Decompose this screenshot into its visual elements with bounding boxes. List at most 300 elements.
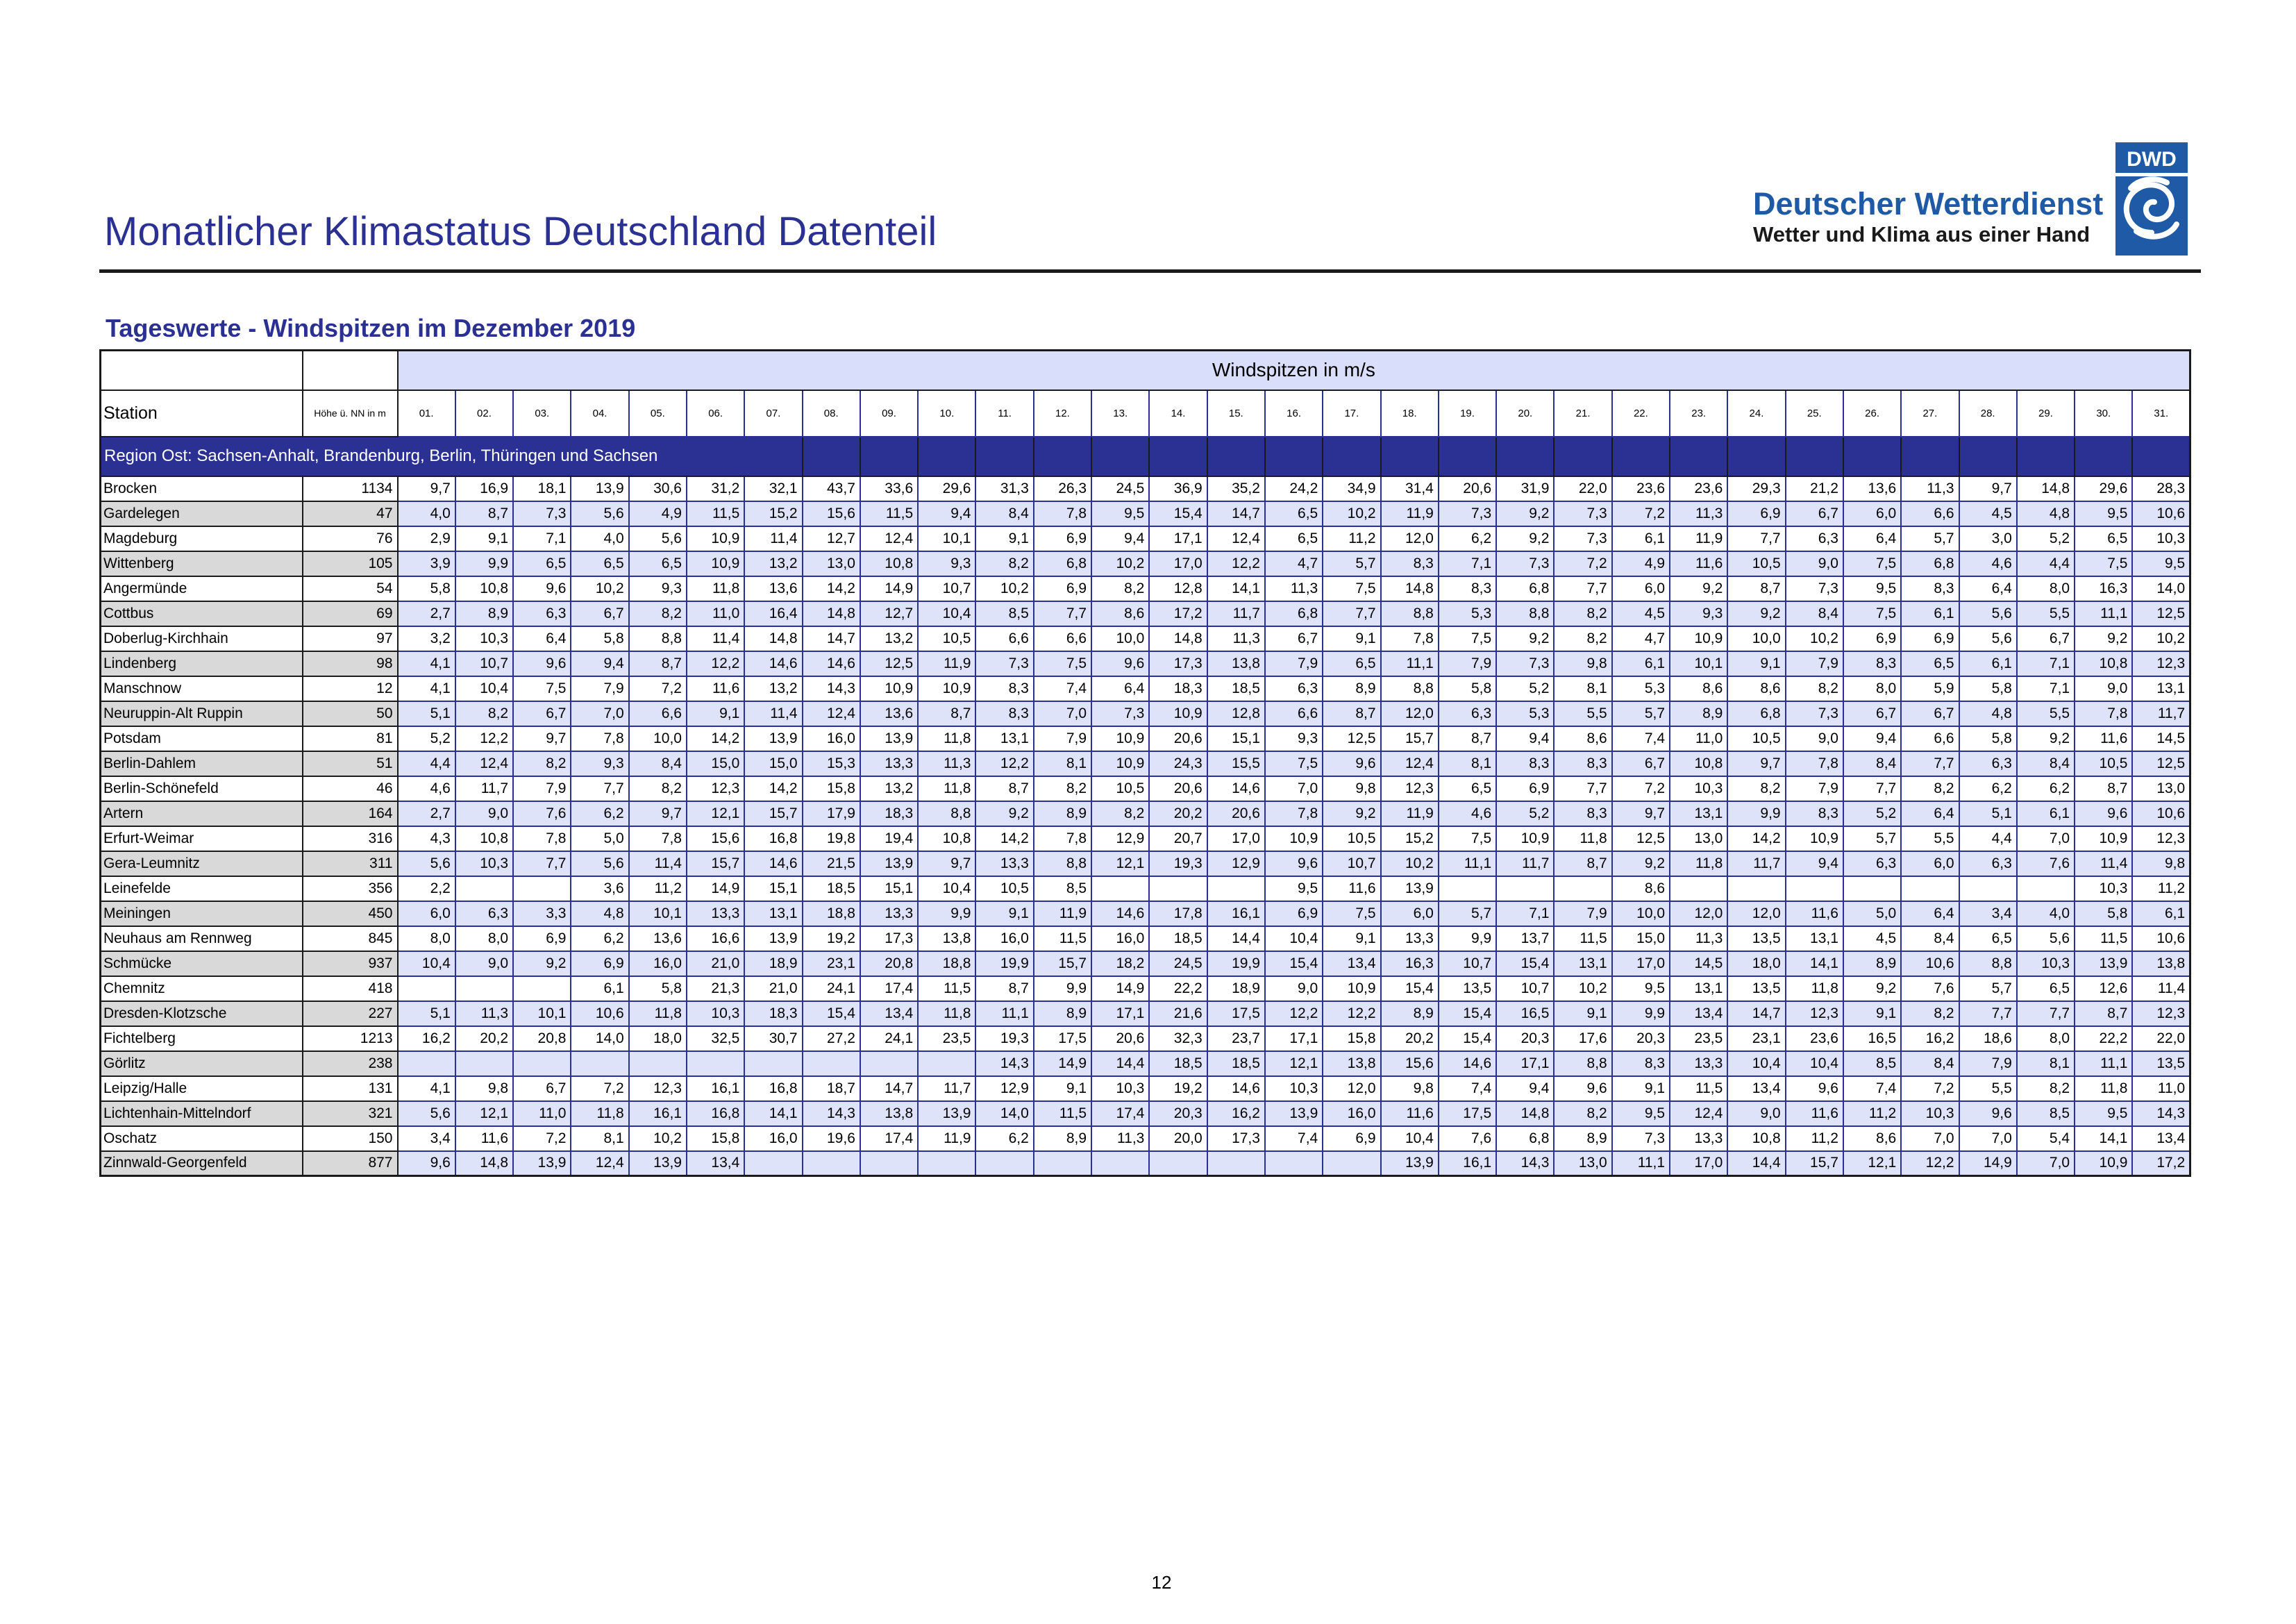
- wind-gust-value: 13,4: [2132, 1126, 2190, 1151]
- wind-gust-value: [1843, 876, 1901, 901]
- wind-gust-value: 6,4: [513, 626, 571, 651]
- table-row: [101, 726, 2190, 751]
- wind-gust-value: 14,2: [803, 576, 860, 601]
- wind-gust-value: 8,8: [1381, 676, 1439, 701]
- station-name: Magdeburg: [101, 526, 303, 551]
- wind-gust-value: 31,9: [1496, 476, 1554, 501]
- wind-gust-value: 19,6: [803, 1126, 860, 1151]
- wind-gust-value: 9,2: [2075, 626, 2132, 651]
- wind-gust-value: 10,9: [2075, 1151, 2132, 1176]
- wind-gust-value: 9,8: [1323, 776, 1380, 801]
- wind-gust-value: 20,3: [1149, 1101, 1207, 1126]
- wind-gust-value: 31,3: [975, 476, 1033, 501]
- wind-gust-value: 24,1: [803, 976, 860, 1001]
- wind-gust-value: 6,8: [1496, 1126, 1554, 1151]
- wind-gust-value: 7,8: [1034, 501, 1091, 526]
- wind-gust-value: 12,1: [1265, 1051, 1323, 1076]
- wind-gust-value: 23,7: [1207, 1026, 1265, 1051]
- wind-gust-value: 10,9: [2075, 826, 2132, 851]
- wind-gust-value: 9,2: [1323, 801, 1380, 826]
- wind-gust-value: 10,0: [1612, 901, 1670, 926]
- wind-gust-value: 20,3: [1612, 1026, 1670, 1051]
- wind-gust-value: 11,7: [1727, 851, 1785, 876]
- wind-gust-value: 15,0: [744, 751, 802, 776]
- wind-gust-value: 9,6: [513, 651, 571, 676]
- wind-gust-value: 4,7: [1612, 626, 1670, 651]
- wind-gust-value: 10,3: [1670, 776, 1727, 801]
- wind-gust-value: 8,9: [455, 601, 513, 626]
- wind-gust-value: 5,7: [1612, 701, 1670, 726]
- wind-gust-value: 8,6: [1091, 601, 1149, 626]
- wind-gust-value: 8,7: [1439, 726, 1496, 751]
- wind-gust-value: 10,2: [629, 1126, 687, 1151]
- wind-gust-value: 13,1: [2132, 676, 2190, 701]
- wind-gust-value: 8,7: [975, 976, 1033, 1001]
- wind-gust-value: 12,4: [860, 526, 918, 551]
- wind-gust-value: 14,9: [1959, 1151, 2017, 1176]
- wind-gust-value: 9,1: [1612, 1076, 1670, 1101]
- wind-gust-value: 17,1: [1149, 526, 1207, 551]
- wind-gust-value: 6,7: [1786, 501, 1843, 526]
- region-cell: [1207, 437, 1265, 476]
- wind-gust-value: 6,7: [513, 701, 571, 726]
- wind-gust-value: 8,2: [1727, 776, 1785, 801]
- wind-gust-value: 12,3: [687, 776, 744, 801]
- wind-gust-value: 13,3: [860, 751, 918, 776]
- wind-gust-value: 5,6: [1959, 601, 2017, 626]
- wind-gust-value: 6,3: [455, 901, 513, 926]
- wind-gust-value: 6,8: [1496, 576, 1554, 601]
- wind-gust-value: 7,4: [1034, 676, 1091, 701]
- station-name: Meiningen: [101, 901, 303, 926]
- wind-gust-value: 13,1: [744, 901, 802, 926]
- wind-gust-value: 11,6: [1786, 1101, 1843, 1126]
- wind-gust-value: 10,1: [513, 1001, 571, 1026]
- wind-gust-value: 14,8: [1381, 576, 1439, 601]
- station-name: Neuhaus am Rennweg: [101, 926, 303, 951]
- wind-gust-value: 7,3: [1786, 701, 1843, 726]
- wind-gust-value: 7,9: [1786, 651, 1843, 676]
- wind-gust-value: 32,3: [1149, 1026, 1207, 1051]
- wind-gust-value: 6,4: [1091, 676, 1149, 701]
- wind-gust-value: 16,1: [687, 1076, 744, 1101]
- brand-name: Deutscher Wetterdienst: [1753, 186, 2104, 221]
- wind-gust-value: 12,5: [1612, 826, 1670, 851]
- wind-gust-value: 10,0: [1091, 626, 1149, 651]
- wind-gust-value: 18,5: [1149, 926, 1207, 951]
- wind-gust-value: [860, 1151, 918, 1176]
- station-elevation: 98: [303, 651, 398, 676]
- wind-gust-value: 4,9: [1612, 551, 1670, 576]
- wind-gust-value: 7,7: [1727, 526, 1785, 551]
- wind-gust-value: 8,6: [1727, 676, 1785, 701]
- table-row: [101, 1051, 2190, 1076]
- station-elevation: 450: [303, 901, 398, 926]
- wind-gust-value: 7,7: [1554, 776, 1611, 801]
- wind-gust-value: 6,9: [513, 926, 571, 951]
- wind-gust-value: 8,2: [1034, 776, 1091, 801]
- wind-gust-value: 6,8: [1901, 551, 1959, 576]
- station-elevation: 877: [303, 1151, 398, 1176]
- station-name: Cottbus: [101, 601, 303, 626]
- wind-gust-value: 5,9: [1901, 676, 1959, 701]
- wind-gust-value: 10,5: [1323, 826, 1380, 851]
- wind-gust-value: 9,0: [1786, 551, 1843, 576]
- wind-gust-value: 5,7: [1901, 526, 1959, 551]
- wind-gust-value: 20,6: [1207, 801, 1265, 826]
- wind-gust-value: 6,0: [1901, 851, 1959, 876]
- wind-gust-value: 11,8: [1670, 851, 1727, 876]
- wind-gust-value: 9,5: [1612, 976, 1670, 1001]
- wind-gust-value: 18,1: [513, 476, 571, 501]
- wind-gust-value: 8,2: [513, 751, 571, 776]
- wind-gust-value: 12,0: [1381, 526, 1439, 551]
- region-cell: [1439, 437, 1496, 476]
- wind-gust-value: 7,3: [975, 651, 1033, 676]
- wind-gust-value: 16,2: [1207, 1101, 1265, 1126]
- day-column-header: 01.: [398, 390, 455, 437]
- wind-gust-value: 11,6: [687, 676, 744, 701]
- wind-gust-value: 13,9: [1381, 876, 1439, 901]
- wind-gust-value: 8,8: [1959, 951, 2017, 976]
- wind-gust-value: 15,6: [687, 826, 744, 851]
- wind-gust-value: 13,8: [1207, 651, 1265, 676]
- wind-gust-value: 8,3: [975, 676, 1033, 701]
- wind-gust-value: 8,4: [1901, 926, 1959, 951]
- wind-gust-value: 12,4: [455, 751, 513, 776]
- wind-gust-value: 10,7: [918, 576, 975, 601]
- page-number: 12: [1151, 1572, 1172, 1593]
- wind-gust-value: 20,2: [1149, 801, 1207, 826]
- wind-gust-value: 11,9: [1381, 801, 1439, 826]
- wind-gust-value: 11,6: [1670, 551, 1727, 576]
- wind-gust-value: 8,8: [1034, 851, 1091, 876]
- wind-gust-value: [918, 1151, 975, 1176]
- wind-gust-value: 14,1: [1786, 951, 1843, 976]
- document-title: Monatlicher Klimastatus Deutschland Datenteil: [104, 209, 937, 254]
- station-elevation: 131: [303, 1076, 398, 1101]
- station-name: Berlin-Dahlem: [101, 751, 303, 776]
- wind-gust-value: 8,2: [1786, 676, 1843, 701]
- wind-gust-value: [455, 976, 513, 1001]
- wind-gust-value: 11,8: [2075, 1076, 2132, 1101]
- wind-gust-value: 20,2: [1381, 1026, 1439, 1051]
- wind-gust-value: 20,0: [1149, 1126, 1207, 1151]
- wind-gust-value: 13,6: [860, 701, 918, 726]
- wind-gust-value: 9,9: [1612, 1001, 1670, 1026]
- region-cell: [1670, 437, 1727, 476]
- wind-gust-value: 16,0: [1323, 1101, 1380, 1126]
- wind-gust-value: 6,0: [1381, 901, 1439, 926]
- corner-cell-station: [101, 351, 303, 390]
- wind-gust-value: 14,8: [744, 626, 802, 651]
- wind-gust-value: 2,9: [398, 526, 455, 551]
- wind-gust-value: [1149, 876, 1207, 901]
- wind-gust-value: 9,2: [2017, 726, 2075, 751]
- wind-gust-value: 2,7: [398, 601, 455, 626]
- wind-gust-value: 5,8: [571, 626, 628, 651]
- wind-gust-value: 11,6: [1323, 876, 1380, 901]
- wind-gust-value: 9,3: [918, 551, 975, 576]
- wind-gust-value: 6,2: [2017, 776, 2075, 801]
- wind-gust-value: [2017, 876, 2075, 901]
- wind-gust-value: 8,8: [629, 626, 687, 651]
- wind-gust-value: 8,1: [1554, 676, 1611, 701]
- wind-gust-value: 5,5: [1959, 1076, 2017, 1101]
- wind-gust-value: 8,4: [2017, 751, 2075, 776]
- wind-gust-value: 7,8: [513, 826, 571, 851]
- station-elevation: 311: [303, 851, 398, 876]
- table-row: [101, 1101, 2190, 1126]
- wind-gust-value: 7,2: [1612, 501, 1670, 526]
- wind-gust-value: 9,4: [918, 501, 975, 526]
- wind-gust-value: 8,4: [629, 751, 687, 776]
- wind-gust-value: 14,8: [2017, 476, 2075, 501]
- wind-gust-value: 11,7: [1207, 601, 1265, 626]
- wind-gust-value: 11,6: [455, 1126, 513, 1151]
- wind-gust-value: 5,7: [1843, 826, 1901, 851]
- wind-gust-value: 20,6: [1091, 1026, 1149, 1051]
- station-elevation: 937: [303, 951, 398, 976]
- wind-gust-value: 5,6: [1959, 626, 2017, 651]
- wind-gust-value: 5,5: [1554, 701, 1611, 726]
- wind-gust-value: 12,4: [571, 1151, 628, 1176]
- wind-gust-value: 23,5: [918, 1026, 975, 1051]
- wind-gust-value: 11,1: [975, 1001, 1033, 1026]
- wind-gust-value: 11,1: [1381, 651, 1439, 676]
- wind-gust-value: 8,7: [1323, 701, 1380, 726]
- wind-gust-value: 10,4: [1727, 1051, 1785, 1076]
- wind-gust-value: 9,9: [455, 551, 513, 576]
- wind-gust-value: 5,0: [571, 826, 628, 851]
- wind-gust-value: 13,6: [744, 576, 802, 601]
- day-column-header: 12.: [1034, 390, 1091, 437]
- wind-gust-value: 11,3: [918, 751, 975, 776]
- station-elevation: 47: [303, 501, 398, 526]
- station-elevation: 54: [303, 576, 398, 601]
- station-name: Leipzig/Halle: [101, 1076, 303, 1101]
- wind-gust-value: 7,4: [1265, 1126, 1323, 1151]
- wind-gust-value: 9,4: [1496, 1076, 1554, 1101]
- wind-gust-value: 10,4: [398, 951, 455, 976]
- wind-gust-value: 26,3: [1034, 476, 1091, 501]
- wind-gust-value: 12,4: [1381, 751, 1439, 776]
- wind-gust-value: 9,6: [2075, 801, 2132, 826]
- wind-gust-value: 20,8: [513, 1026, 571, 1051]
- wind-gust-value: 8,1: [571, 1126, 628, 1151]
- wind-gust-value: 12,7: [860, 601, 918, 626]
- wind-gust-value: 9,2: [513, 951, 571, 976]
- wind-gust-value: 13,1: [1786, 926, 1843, 951]
- wind-gust-value: 17,5: [1439, 1101, 1496, 1126]
- wind-gust-value: 12,2: [1207, 551, 1265, 576]
- wind-gust-value: 16,8: [744, 1076, 802, 1101]
- wind-gust-value: 14,9: [860, 576, 918, 601]
- wind-gust-value: 7,5: [1265, 751, 1323, 776]
- wind-gust-value: 9,9: [918, 901, 975, 926]
- wind-gust-value: 11,8: [918, 776, 975, 801]
- wind-gust-value: 22,0: [2132, 1026, 2190, 1051]
- wind-gust-value: 11,5: [2075, 926, 2132, 951]
- wind-gust-value: 13,1: [1554, 951, 1611, 976]
- wind-gust-value: 9,6: [1959, 1101, 2017, 1126]
- region-cell: [1496, 437, 1554, 476]
- wind-gust-value: 10,1: [1670, 651, 1727, 676]
- wind-gust-value: 17,1: [1091, 1001, 1149, 1026]
- wind-gust-value: 10,8: [860, 551, 918, 576]
- wind-gust-value: 13,9: [513, 1151, 571, 1176]
- wind-gust-value: 9,2: [1670, 576, 1727, 601]
- wind-gust-value: 17,4: [860, 1126, 918, 1151]
- wind-gust-value: 7,8: [1786, 751, 1843, 776]
- wind-gust-value: 12,1: [687, 801, 744, 826]
- wind-gust-value: 14,0: [571, 1026, 628, 1051]
- wind-gust-value: 13,1: [975, 726, 1033, 751]
- wind-gust-value: 6,9: [1323, 1126, 1380, 1151]
- wind-gust-value: 19,8: [803, 826, 860, 851]
- wind-gust-value: 11,5: [1670, 1076, 1727, 1101]
- wind-gust-value: 14,3: [803, 1101, 860, 1126]
- wind-gust-value: 14,6: [1439, 1051, 1496, 1076]
- wind-gust-value: 7,5: [1843, 551, 1901, 576]
- wind-gust-value: 13,9: [1265, 1101, 1323, 1126]
- region-cell: [1034, 437, 1091, 476]
- region-cell: [1091, 437, 1149, 476]
- wind-gust-value: 15,0: [1612, 926, 1670, 951]
- wind-gust-value: 16,0: [1091, 926, 1149, 951]
- table-row: [101, 1076, 2190, 1101]
- station-elevation: 51: [303, 751, 398, 776]
- wind-gust-value: 19,4: [860, 826, 918, 851]
- wind-gust-value: 15,6: [1381, 1051, 1439, 1076]
- wind-gust-value: 14,2: [687, 726, 744, 751]
- wind-gust-value: 8,7: [918, 701, 975, 726]
- wind-gust-value: [1554, 876, 1611, 901]
- region-row: [101, 437, 2190, 476]
- wind-gust-value: 14,0: [2132, 576, 2190, 601]
- wind-gust-value: 8,9: [1670, 701, 1727, 726]
- wind-gust-value: 5,2: [398, 726, 455, 751]
- wind-gust-value: 14,9: [687, 876, 744, 901]
- station-name: Schmücke: [101, 951, 303, 976]
- wind-gust-value: 7,4: [1439, 1076, 1496, 1101]
- station-elevation: 81: [303, 726, 398, 751]
- wind-gust-value: 8,9: [1034, 1001, 1091, 1026]
- wind-gust-value: 24,1: [860, 1026, 918, 1051]
- wind-gust-value: 7,0: [2017, 1151, 2075, 1176]
- wind-gust-value: 32,1: [744, 476, 802, 501]
- wind-gust-value: 23,1: [803, 951, 860, 976]
- wind-gust-value: 23,5: [1670, 1026, 1727, 1051]
- wind-gust-value: 8,4: [975, 501, 1033, 526]
- wind-gust-value: 6,5: [1901, 651, 1959, 676]
- wind-gust-value: 13,9: [629, 1151, 687, 1176]
- wind-gust-value: 9,2: [1843, 976, 1901, 1001]
- wind-gust-value: 17,2: [1149, 601, 1207, 626]
- day-column-header: 27.: [1901, 390, 1959, 437]
- wind-gust-value: 6,1: [1612, 651, 1670, 676]
- wind-gust-value: 16,0: [744, 1126, 802, 1151]
- wind-gust-value: 8,5: [2017, 1101, 2075, 1126]
- wind-gust-value: 7,2: [1901, 1076, 1959, 1101]
- wind-gust-value: 7,7: [513, 851, 571, 876]
- table-row: [101, 501, 2190, 526]
- day-column-header: 09.: [860, 390, 918, 437]
- wind-gust-value: 8,1: [1439, 751, 1496, 776]
- wind-gust-value: 12,8: [1149, 576, 1207, 601]
- wind-gust-value: 17,5: [1207, 1001, 1265, 1026]
- wind-gust-value: 6,5: [1265, 501, 1323, 526]
- wind-gust-value: 10,3: [2075, 876, 2132, 901]
- wind-gust-value: 9,0: [1786, 726, 1843, 751]
- wind-gust-value: 8,2: [629, 776, 687, 801]
- wind-gust-value: 3,3: [513, 901, 571, 926]
- wind-gust-value: 14,1: [2075, 1126, 2132, 1151]
- column-header-row: [101, 390, 2190, 437]
- wind-gust-value: 4,4: [398, 751, 455, 776]
- wind-gust-value: 9,1: [975, 901, 1033, 926]
- table-row: [101, 926, 2190, 951]
- wind-gust-value: 11,7: [2132, 701, 2190, 726]
- wind-gust-value: 4,8: [2017, 501, 2075, 526]
- wind-gust-value: 9,8: [455, 1076, 513, 1101]
- wind-gust-value: 12,4: [803, 701, 860, 726]
- dwd-logo-text: DWD: [2127, 148, 2177, 171]
- wind-gust-value: 13,9: [744, 926, 802, 951]
- wind-gust-value: 19,9: [975, 951, 1033, 976]
- wind-gust-value: 10,8: [455, 826, 513, 851]
- wind-gust-value: 12,5: [2132, 751, 2190, 776]
- wind-gust-value: [1265, 1151, 1323, 1176]
- wind-gust-value: 18,9: [1207, 976, 1265, 1001]
- station-name: Gardelegen: [101, 501, 303, 526]
- wind-gust-value: 6,4: [1901, 801, 1959, 826]
- wind-gust-value: 6,7: [1901, 701, 1959, 726]
- wind-gust-value: 9,4: [571, 651, 628, 676]
- wind-gust-value: 11,6: [1786, 901, 1843, 926]
- wind-gust-value: 12,5: [2132, 601, 2190, 626]
- wind-gust-value: 10,5: [2075, 751, 2132, 776]
- station-elevation: 356: [303, 876, 398, 901]
- table-row: [101, 1001, 2190, 1026]
- wind-gust-value: 7,7: [1901, 751, 1959, 776]
- wind-gust-value: 11,9: [1034, 901, 1091, 926]
- wind-gust-value: 7,0: [1901, 1126, 1959, 1151]
- wind-gust-value: 9,5: [1843, 576, 1901, 601]
- wind-gust-value: 5,2: [2017, 526, 2075, 551]
- day-column-header: 28.: [1959, 390, 2017, 437]
- wind-gust-value: 7,8: [629, 826, 687, 851]
- wind-gust-value: 7,5: [1034, 651, 1091, 676]
- wind-gust-value: 11,2: [629, 876, 687, 901]
- wind-gust-value: 8,3: [1381, 551, 1439, 576]
- wind-gust-value: 11,8: [1554, 826, 1611, 851]
- region-cell: [1265, 437, 1323, 476]
- wind-gust-value: 8,2: [455, 701, 513, 726]
- table-row: [101, 601, 2190, 626]
- wind-gust-value: 4,8: [1959, 701, 2017, 726]
- wind-gust-value: 9,5: [2075, 501, 2132, 526]
- station-name: Erfurt-Weimar: [101, 826, 303, 851]
- wind-gust-value: 6,0: [1612, 576, 1670, 601]
- wind-gust-value: 5,7: [1959, 976, 2017, 1001]
- wind-gust-value: 10,9: [1323, 976, 1380, 1001]
- wind-gust-value: 24,5: [1149, 951, 1207, 976]
- wind-gust-value: 10,6: [1901, 951, 1959, 976]
- wind-gust-value: 27,2: [803, 1026, 860, 1051]
- wind-gust-value: 14,4: [1727, 1151, 1785, 1176]
- wind-gust-value: 15,7: [1381, 726, 1439, 751]
